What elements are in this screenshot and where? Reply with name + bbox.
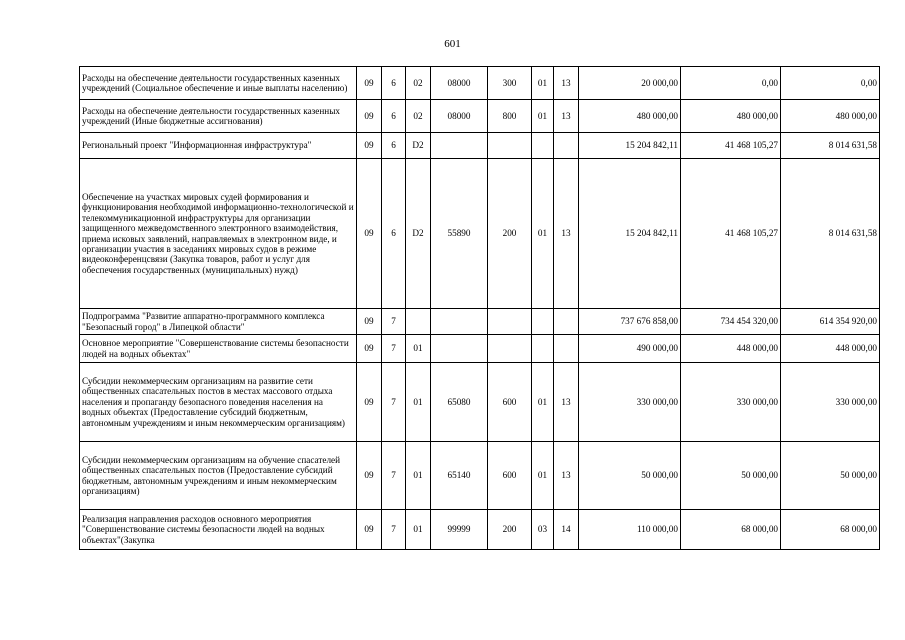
table-row	[80, 133, 880, 159]
code-pp: 7	[382, 363, 406, 442]
code-vr: 800	[488, 100, 532, 133]
sum-year-2: 734 454 320,00	[681, 309, 781, 335]
sum-year-1: 15 204 842,11	[579, 159, 681, 309]
code-direction: 65140	[431, 442, 488, 510]
code-om: 02	[406, 100, 431, 133]
sum-year-3: 614 354 920,00	[781, 309, 880, 335]
page-number: 601	[444, 38, 461, 50]
code-rz	[532, 335, 554, 363]
code-direction	[431, 309, 488, 335]
table-row	[80, 363, 880, 442]
code-direction: 55890	[431, 159, 488, 309]
code-vr	[488, 335, 532, 363]
table-row	[80, 335, 880, 363]
code-rz: 01	[532, 442, 554, 510]
sum-year-3: 68 000,00	[781, 510, 880, 550]
code-gp: 09	[357, 363, 382, 442]
code-rz: 01	[532, 159, 554, 309]
code-pr: 13	[554, 159, 579, 309]
code-om: 01	[406, 335, 431, 363]
sum-year-1: 20 000,00	[579, 67, 681, 100]
sum-year-2: 330 000,00	[681, 363, 781, 442]
code-gp: 09	[357, 335, 382, 363]
code-pp: 7	[382, 510, 406, 550]
row-name: Подпрограмма "Развитие аппаратно-программного комплекса "Безопасный город" в Липецкой области"	[80, 309, 357, 335]
code-om	[406, 309, 431, 335]
code-rz: 01	[532, 363, 554, 442]
code-gp: 09	[357, 133, 382, 159]
sum-year-1: 50 000,00	[579, 442, 681, 510]
table-row	[80, 159, 880, 309]
code-pp: 6	[382, 159, 406, 309]
sum-year-2: 448 000,00	[681, 335, 781, 363]
code-om: 02	[406, 67, 431, 100]
table-row	[80, 67, 880, 100]
code-pp: 6	[382, 67, 406, 100]
code-om: D2	[406, 133, 431, 159]
sum-year-2: 480 000,00	[681, 100, 781, 133]
sum-year-3: 50 000,00	[781, 442, 880, 510]
code-direction: 08000	[431, 67, 488, 100]
sum-year-1: 737 676 858,00	[579, 309, 681, 335]
sum-year-1: 490 000,00	[579, 335, 681, 363]
code-pp: 6	[382, 100, 406, 133]
code-pr: 13	[554, 100, 579, 133]
code-direction: 65080	[431, 363, 488, 442]
sum-year-3: 330 000,00	[781, 363, 880, 442]
sum-year-3: 448 000,00	[781, 335, 880, 363]
sum-year-2: 0,00	[681, 67, 781, 100]
sum-year-1: 330 000,00	[579, 363, 681, 442]
sum-year-1: 110 000,00	[579, 510, 681, 550]
code-vr: 200	[488, 510, 532, 550]
row-name: Расходы на обеспечение деятельности государственных казенных учреждений (Иные бюджетные ассигнования)	[80, 100, 357, 133]
code-pp: 7	[382, 309, 406, 335]
code-pr: 14	[554, 510, 579, 550]
code-rz: 01	[532, 67, 554, 100]
sum-year-2: 68 000,00	[681, 510, 781, 550]
code-gp: 09	[357, 67, 382, 100]
row-name: Реализация направления расходов основного мероприятия "Совершенствование системы безопасности людей на водных объектах"(Закупка	[80, 510, 357, 550]
code-pr: 13	[554, 67, 579, 100]
code-pp: 7	[382, 442, 406, 510]
table-row	[80, 309, 880, 335]
code-om: 01	[406, 363, 431, 442]
row-name: Обеспечение на участках мировых судей формирования и функционирования необходимой информационно-технологической и телекоммуникационной инфраструктуры для организации защищенного межведомственного электронного взаимодействия, приема исковых заявлений, направляемых в электронном виде, и организации участия в заседаниях мировых судов в режиме видеоконференцсвязи (Закупка товаров, работ и услуг для обеспечения государственных (муниципальных) нужд)	[80, 159, 357, 309]
code-vr	[488, 133, 532, 159]
code-pr: 13	[554, 363, 579, 442]
code-rz	[532, 133, 554, 159]
code-pr	[554, 133, 579, 159]
sum-year-3: 0,00	[781, 67, 880, 100]
row-name: Региональный проект "Информационная инфраструктура"	[80, 133, 357, 159]
budget-table	[79, 66, 880, 550]
row-name: Субсидии некоммерческим организациям на развитие сети общественных спасательных постов в местах массового отдыха населения и пропаганду безопасного поведения населения на водных объектах (Предоставление субсидий бюджетным, автономным учреждениям и иным некоммерческим организациям)	[80, 363, 357, 442]
code-om: 01	[406, 442, 431, 510]
row-name: Основное мероприятие "Совершенствование системы безопасности людей на водных объектах"	[80, 335, 357, 363]
sum-year-3: 8 014 631,58	[781, 159, 880, 309]
row-name: Субсидии некоммерческим организациям на обучение спасателей общественных спасательных постов (Предоставление субсидий бюджетным, автономным учреждениям и иным некоммерческим организациям)	[80, 442, 357, 510]
code-rz: 01	[532, 100, 554, 133]
code-pp: 6	[382, 133, 406, 159]
code-vr: 200	[488, 159, 532, 309]
code-direction: 99999	[431, 510, 488, 550]
code-pp: 7	[382, 335, 406, 363]
code-pr	[554, 335, 579, 363]
code-direction: 08000	[431, 100, 488, 133]
code-gp: 09	[357, 442, 382, 510]
budget-table-body	[80, 67, 880, 550]
code-gp: 09	[357, 159, 382, 309]
sum-year-2: 50 000,00	[681, 442, 781, 510]
sum-year-2: 41 468 105,27	[681, 133, 781, 159]
code-gp: 09	[357, 510, 382, 550]
sum-year-3: 480 000,00	[781, 100, 880, 133]
code-vr	[488, 309, 532, 335]
code-gp: 09	[357, 100, 382, 133]
code-pr	[554, 309, 579, 335]
sum-year-2: 41 468 105,27	[681, 159, 781, 309]
code-rz	[532, 309, 554, 335]
code-rz: 03	[532, 510, 554, 550]
code-om: D2	[406, 159, 431, 309]
sum-year-3: 8 014 631,58	[781, 133, 880, 159]
sum-year-1: 15 204 842,11	[579, 133, 681, 159]
sum-year-1: 480 000,00	[579, 100, 681, 133]
code-om: 01	[406, 510, 431, 550]
row-name: Расходы на обеспечение деятельности государственных казенных учреждений (Социальное обеспечение и иные выплаты населению)	[80, 67, 357, 100]
code-vr: 600	[488, 442, 532, 510]
table-row	[80, 100, 880, 133]
table-row	[80, 442, 880, 510]
code-pr: 13	[554, 442, 579, 510]
code-vr: 300	[488, 67, 532, 100]
code-vr: 600	[488, 363, 532, 442]
code-direction	[431, 335, 488, 363]
table-row	[80, 510, 880, 550]
code-direction	[431, 133, 488, 159]
code-gp: 09	[357, 309, 382, 335]
